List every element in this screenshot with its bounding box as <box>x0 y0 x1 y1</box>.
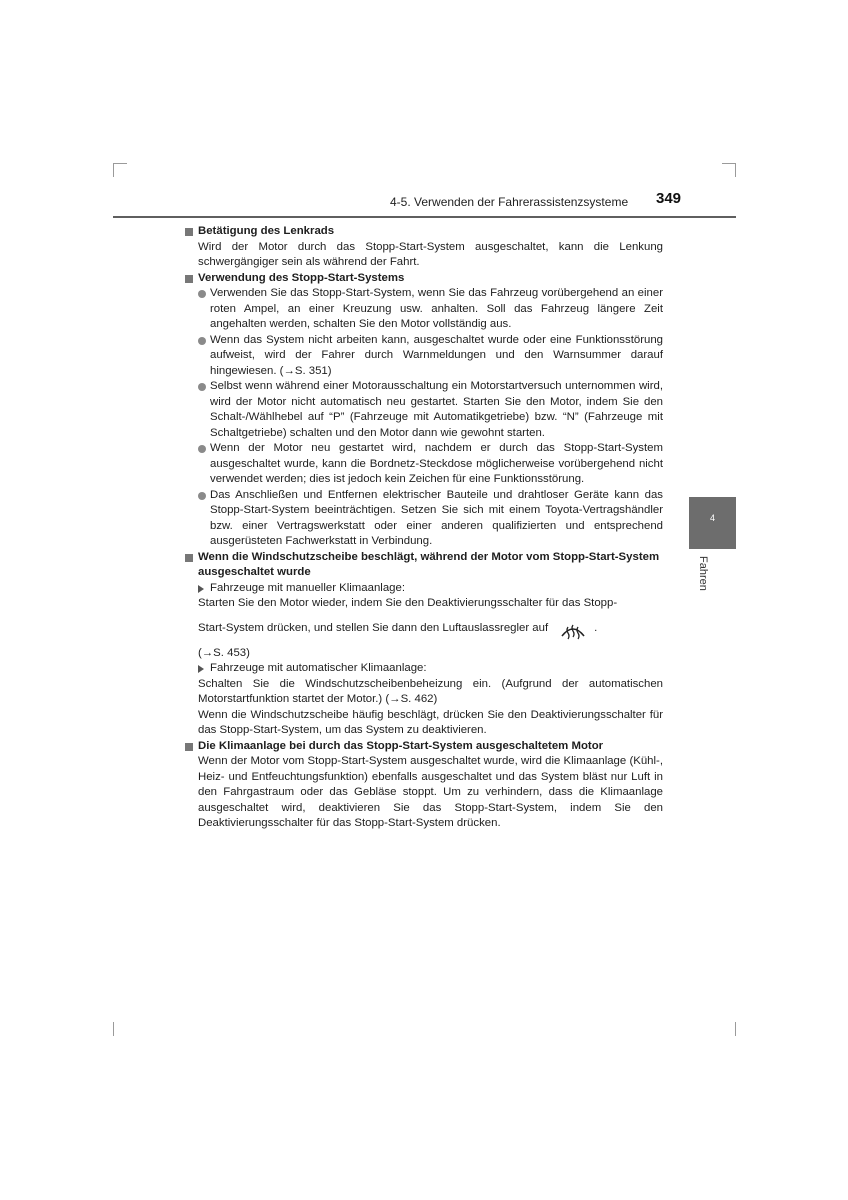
circle-bullet-icon <box>198 383 206 391</box>
section-title: 4-5. Verwenden der Fahrerassistenzsysteme <box>390 195 629 209</box>
square-bullet-icon <box>185 275 193 283</box>
crop-mark-top-right-v <box>735 163 736 177</box>
list-item: Das Anschließen und Entfernen elektrischer Bauteile und drahtloser Geräte kann das Stopp-Start-System beeinträchtigen. Setzen Sie sich mit einem Toyota-Vertragshändler bzw. einer Vertragswerkstatt oder einer anderen qualifizierten und entsprechend ausgerüsteten Fachwerkstatt in Verbindung. <box>185 488 663 550</box>
header-rule <box>113 216 736 218</box>
windshield-defroster-icon <box>560 618 586 640</box>
paragraph: Schalten Sie die Windschutzscheibenbeheizung ein. (Aufgrund der automatischen Motorstartfunktion startet der Motor.) (→S. 462) <box>198 677 663 705</box>
square-bullet-icon <box>185 228 193 236</box>
section-heading: Wenn die Windschutzscheibe beschlägt, während der Motor vom Stopp-Start-System ausgeschaltet wurde <box>185 550 663 581</box>
crop-mark-bottom-right <box>735 1022 736 1036</box>
circle-bullet-icon <box>198 492 206 500</box>
section-heading: Verwendung des Stopp-Start-Systems <box>185 271 663 287</box>
paragraph: Wenn die Windschutzscheibe häufig beschlägt, drücken Sie den Deaktivierungsschalter für das Stopp-Start-System, um das System zu deaktivieren. <box>198 708 663 736</box>
paragraph: Wird der Motor durch das Stopp-Start-System ausgeschaltet, kann die Lenkung schwergängiger sein als während der Fahrt. <box>198 240 663 268</box>
crop-mark-bottom-left <box>113 1022 114 1036</box>
square-bullet-icon <box>185 743 193 751</box>
sub-heading: Fahrzeuge mit automatischer Klimaanlage: <box>185 661 663 677</box>
crop-mark-top-left-v <box>113 163 114 177</box>
circle-bullet-icon <box>198 445 206 453</box>
circle-bullet-icon <box>198 337 206 345</box>
paragraph: Starten Sie den Motor wieder, indem Sie den Deaktivierungsschalter für das Stopp- <box>198 597 618 609</box>
defroster-line: Start-System drücken, und stellen Sie dann den Luftauslassregler auf . <box>185 612 663 646</box>
paragraph: Wenn der Motor vom Stopp-Start-System ausgeschaltet wurde, wird die Klimaanlage (Kühl-, Heiz- und Entfeuchtungsfunktion) ebenfalls ausgeschaltet und das System bläst nur Luft in den Fahrgastraum oder das Gebläse stoppt. Um zu verhindern, dass die Klimaanlage ausgeschaltet wird, deaktivieren Sie das Stopp-Start-System, indem Sie den Deaktivierungsschalter für das Stopp-Start-System drücken. <box>198 755 663 829</box>
section-heading: Die Klimaanlage bei durch das Stopp-Start-System ausgeschaltetem Motor <box>185 739 663 755</box>
sub-heading: Fahrzeuge mit manueller Klimaanlage: <box>185 581 663 597</box>
triangle-bullet-icon <box>198 585 204 593</box>
page-number: 349 <box>656 190 682 207</box>
chapter-tab <box>689 497 736 549</box>
triangle-bullet-icon <box>198 665 204 673</box>
cross-reference: (→S. 453) <box>198 646 250 659</box>
chapter-label: Fahren <box>697 556 709 591</box>
list-item: Wenn das System nicht arbeiten kann, ausgeschaltet wurde oder eine Funktionsstörung aufweist, wird der Fahrer durch Warnmeldungen und den Warnsummer darauf hingewiesen. (→S. 351) <box>185 333 663 380</box>
square-bullet-icon <box>185 554 193 562</box>
chapter-number: 4 <box>709 513 715 523</box>
list-item: Verwenden Sie das Stopp-Start-System, wenn Sie das Fahrzeug vorübergehend an einer roten Ampel, an einer Kreuzung usw. anhalten. Soll das Fahrzeug längere Zeit angehalten werden, schalten Sie den Motor vollständig aus. <box>185 286 663 333</box>
circle-bullet-icon <box>198 290 206 298</box>
list-item: Wenn der Motor neu gestartet wird, nachdem er durch das Stopp-Start-System ausgeschaltet wurde, kann die Bordnetz-Steckdose möglicherweise vorübergehend nicht verwendet werden; dies ist jedoch kein Zeichen für eine Funktionsstörung. <box>185 441 663 488</box>
list-item: Selbst wenn während einer Motorausschaltung ein Motorstartversuch unternommen wird, wird der Motor nicht automatisch neu gestartet. Starten Sie den Motor, indem Sie den Schalt-/Wählhebel auf “P” (Fahrzeuge mit Automatikgetriebe) bzw. “N” (Fahrzeuge mit Schaltgetriebe) schalten und den Motor dann wie gewohnt starten. <box>185 379 663 441</box>
section-heading: Betätigung des Lenkrads <box>185 224 663 240</box>
page-content <box>185 224 663 832</box>
crop-mark-top-right-h <box>722 163 736 164</box>
crop-mark-top-left-h <box>113 163 127 164</box>
